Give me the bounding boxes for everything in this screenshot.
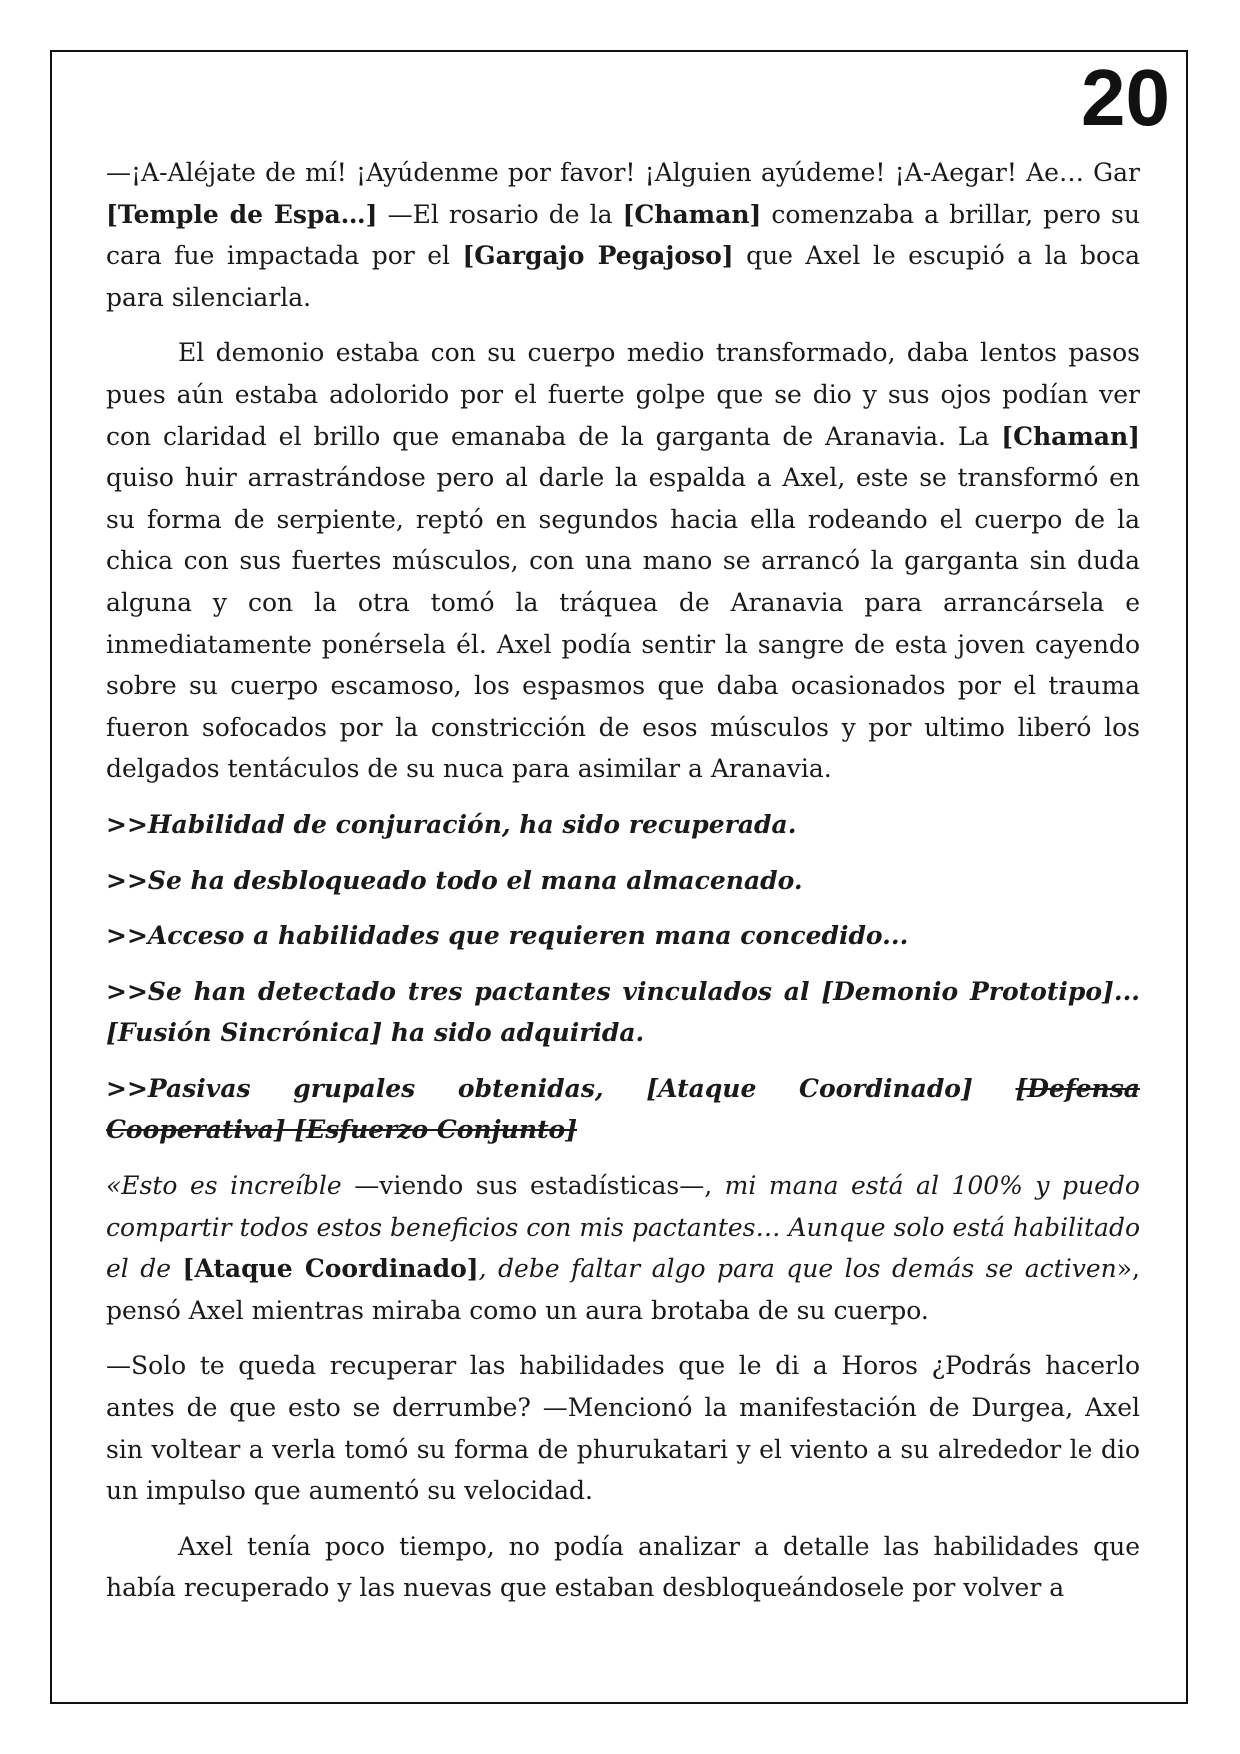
page-number: 20	[1081, 53, 1170, 142]
paragraph-narration-1: El demonio estaba con su cuerpo medio transformado, daba lentos pasos pues aún estaba adolorido por el fuerte golpe que se dio y sus ojos podían ver con claridad el brillo que emanaba de la garganta de Aranavia. La [Chaman] quiso huir arrastrándose pero al darle la espalda a Axel, este se transformó en su forma de serpiente, reptó en segundos hacia ella rodeando el cuerpo de la chica con sus fuertes músculos, con una mano se arrancó la garganta sin duda alguna y con la otra tomó la tráquea de Aranavia para arrancársela e inmediatamente ponérsela él. Axel podía sentir la sangre de esta joven cayendo sobre su cuerpo escamoso, los espasmos que daba ocasionados por el trauma fueron sofocados por la constricción de esos músculos y por ultimo liberó los delgados tentáculos de su nuca para asimilar a Aranavia.	[106, 338, 1140, 784]
paragraph-dialogue-1: —¡A-Aléjate de mí! ¡Ayúdenme por favor! ¡Alguien ayúdeme! ¡A-Aegar! Ae… Gar [Temple de Espa…] —El rosario de la [Chaman] comenzaba a brillar, pero su cara fue impactada por el [Gargajo Pegajoso] que Axel le escupió a la boca para silenciarla.	[106, 158, 1140, 312]
system-message-5: >>Pasivas grupales obtenidas, [Ataque Coordinado] [Defensa Cooperativa] [Esfuerzo Conjunto]	[106, 1073, 1140, 1145]
disabled-passives: [Defensa Cooperativa] [Esfuerzo Conjunto]	[106, 1073, 1140, 1145]
system-message-1: >>Habilidad de conjuración, ha sido recuperada.	[106, 809, 797, 839]
skill-name: [Gargajo Pegajoso]	[462, 241, 734, 271]
page-content	[106, 152, 1140, 1623]
skill-name: [Ataque Coordinado]	[182, 1254, 479, 1284]
character-class: [Chaman]	[1001, 421, 1140, 451]
character-class: [Chaman]	[622, 199, 762, 229]
skill-name: [Temple de Espa…]	[106, 199, 378, 229]
paragraph-dialogue-2: —Solo te queda recuperar las habilidades que le di a Horos ¿Podrás hacerlo antes de que esto se derrumbe? —Mencionó la manifestación de Durgea, Axel sin voltear a verla tomó su forma de phurukatari y el viento a su alrededor le dio un impulso que aumentó su velocidad.	[106, 1351, 1140, 1506]
system-message-3: >>Acceso a habilidades que requieren mana concedido...	[106, 921, 909, 951]
system-message-2: >>Se ha desbloqueado todo el mana almacenado.	[106, 865, 803, 895]
page-frame	[50, 50, 1188, 1704]
system-message-4: >>Se han detectado tres pactantes vinculados al [Demonio Prototipo]... [Fusión Sincrónica] ha sido adquirida.	[106, 976, 1140, 1048]
paragraph-thought: «Esto es increíble —viendo sus estadísticas—, mi mana está al 100% y puedo compartir todos estos beneficios con mis pactantes… Aunque solo está habilitado el de [Ataque Coordinado], debe faltar algo para que los demás se activen», pensó Axel mientras miraba como un aura brotaba de su cuerpo.	[106, 1171, 1140, 1325]
paragraph-narration-2: Axel tenía poco tiempo, no podía analizar a detalle las habilidades que había recuperado y las nuevas que estaban desbloqueándosele por volver a	[106, 1531, 1140, 1603]
